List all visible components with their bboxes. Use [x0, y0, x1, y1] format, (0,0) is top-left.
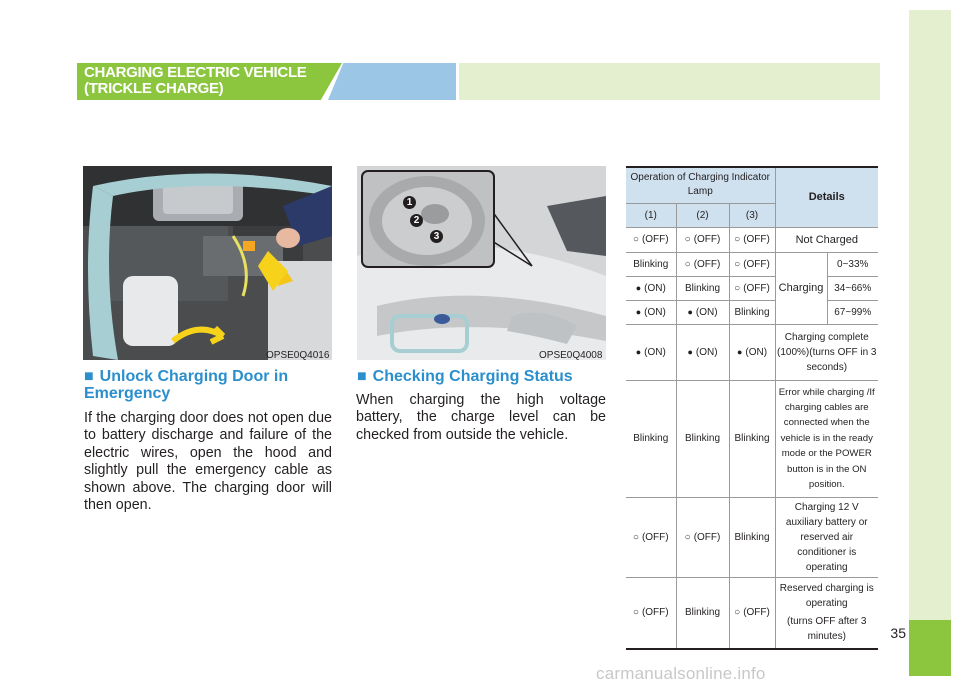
lamp-off-icon — [633, 532, 642, 543]
header-bar-blue — [328, 63, 456, 100]
heading-marker-icon: ■ — [357, 368, 367, 385]
side-strip — [909, 10, 951, 620]
lamp-off-icon — [734, 234, 743, 245]
table-cell: Blinking — [729, 300, 775, 324]
table-cell: Blinking — [729, 497, 775, 577]
lamp-off-icon — [685, 259, 694, 270]
table-row — [626, 380, 878, 497]
table-cell: Blinking — [676, 380, 729, 497]
table-cell: Blinking — [626, 252, 676, 276]
table-cell: (ON) — [695, 306, 718, 318]
table-cell: (ON) — [644, 282, 666, 294]
detail-line: Reserved charging is operating — [779, 583, 874, 610]
lamp-off-icon — [685, 532, 694, 543]
table-cell: (OFF) — [693, 531, 721, 543]
side-tab — [909, 620, 951, 676]
table-cell: (ON) — [745, 346, 768, 358]
lamp-on-icon — [636, 347, 644, 358]
table-header-col1: (1) — [626, 203, 676, 227]
table-row — [626, 324, 878, 380]
charging-port-photo — [357, 166, 606, 360]
table-cell-detail: Charging — [775, 252, 827, 324]
table-cell: (OFF) — [693, 234, 721, 245]
table-header-col3: (3) — [729, 203, 775, 227]
section-title-line2: (TRICKLE CHARGE) — [84, 80, 224, 97]
table-cell-detail: Charging complete (100%)(turns OFF in 3 seconds) — [775, 324, 878, 380]
table-cell: (ON) — [644, 346, 666, 358]
engine-bay-photo — [83, 166, 332, 360]
table-cell: (OFF) — [641, 531, 669, 543]
left-body: If the charging door does not open due to battery discharge and failure of the electric wires, open the hood and slightly pull the emergency cable as shown above. The charging door will then open. — [84, 410, 332, 514]
table-cell: (ON) — [644, 306, 666, 318]
table-cell-percent: 67~99% — [827, 300, 878, 324]
table-header-lamp: Operation of Charging Indicator Lamp — [626, 167, 775, 203]
table-row — [626, 276, 878, 300]
middle-image-caption: OPSE0Q4008 — [539, 350, 603, 361]
callout-1: 1 — [403, 196, 416, 209]
table-row — [626, 577, 878, 649]
table-cell: (OFF) — [641, 234, 669, 245]
lamp-off-icon — [633, 607, 642, 618]
callout-2: 2 — [410, 214, 423, 227]
left-heading — [84, 368, 334, 402]
lamp-on-icon — [687, 347, 695, 358]
table-row — [626, 227, 878, 252]
lamp-on-icon — [636, 283, 644, 294]
table-cell-percent: 34~66% — [827, 276, 878, 300]
section-title — [84, 65, 307, 97]
table-header-col2: (2) — [676, 203, 729, 227]
table-cell: (OFF) — [641, 607, 669, 619]
table-cell: (ON) — [695, 346, 718, 358]
left-image-caption: OPSE0Q4016 — [266, 350, 330, 361]
lamp-off-icon — [633, 234, 642, 245]
table-cell: (OFF) — [743, 234, 770, 245]
table-cell-detail: Not Charged — [775, 227, 878, 252]
middle-body: When charging the high voltage battery, the charge level can be checked from outside the vehicle. — [356, 392, 606, 443]
table-cell: Blinking — [729, 380, 775, 497]
heading-marker-icon: ■ — [84, 368, 94, 385]
middle-heading-text: Checking Charging Status — [372, 368, 573, 385]
table-header-details: Details — [775, 167, 878, 227]
lamp-on-icon — [636, 307, 644, 318]
callout-3: 3 — [430, 230, 443, 243]
detail-line: (turns OFF after 3 minutes) — [787, 616, 867, 643]
page-number: 35 — [890, 625, 906, 641]
left-heading-text: Unlock Charging Door in Emergency — [84, 368, 289, 402]
table-cell-percent: 0~33% — [827, 252, 878, 276]
table-cell: (OFF) — [743, 282, 770, 294]
table-row — [626, 497, 878, 577]
header-bar-light — [459, 63, 880, 100]
middle-heading — [357, 368, 607, 385]
lamp-off-icon — [734, 607, 743, 618]
table-cell: Blinking — [676, 577, 729, 649]
watermark: carmanualsonline.info — [596, 664, 766, 683]
table-cell: (OFF) — [743, 258, 770, 270]
table-cell: (OFF) — [693, 258, 721, 270]
table-cell: Blinking — [626, 380, 676, 497]
lamp-off-icon — [734, 283, 743, 294]
table-cell-detail — [775, 577, 878, 649]
lamp-off-icon — [685, 234, 694, 245]
table-row — [626, 252, 878, 276]
lamp-on-icon — [687, 307, 695, 318]
table-cell-detail: Charging 12 V auxiliary battery or reserved air conditioner is operating — [775, 497, 878, 577]
table-cell-detail: Error while charging /If charging cables are connected when the vehicle is in the ready mode or the POWER button is in the ON position. — [775, 380, 878, 497]
table-cell: Blinking — [676, 276, 729, 300]
table-row — [626, 300, 878, 324]
charging-lamp-table — [626, 166, 878, 650]
table-cell: (OFF) — [743, 607, 770, 619]
section-title-line1: CHARGING ELECTRIC VEHICLE — [84, 64, 307, 81]
lamp-off-icon — [734, 259, 743, 270]
